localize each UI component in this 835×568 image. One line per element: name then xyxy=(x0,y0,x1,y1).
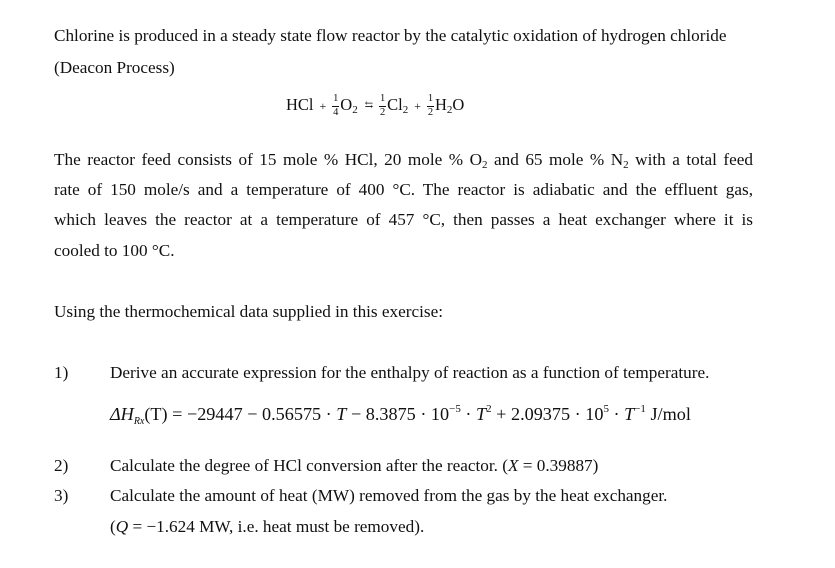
q1-number: 1) xyxy=(54,363,69,382)
q3-answer-open: ( xyxy=(110,517,116,536)
eq-h-symbol: H xyxy=(434,95,447,114)
feed-o2-subscript: 2 xyxy=(481,159,488,171)
formula-exp-1: −5 xyxy=(449,403,461,415)
feed-text-a: The reactor feed consists of 15 mole % HCl, 20 mole % O xyxy=(54,150,482,169)
feed-line-2: rate of 150 mole/s and a temperature of 400 °C. The reactor is adiabatic and the effluent gas, xyxy=(54,180,753,199)
using-statement: Using the thermochemical data supplied in this exercise: xyxy=(54,302,443,321)
formula-part-5: · xyxy=(608,404,625,424)
q2-text-a: Calculate the degree of HCl conversion after the reactor. ( xyxy=(110,456,508,475)
q2-text-b: = 0.39887) xyxy=(518,456,599,475)
eq-plus-1: + xyxy=(319,98,327,113)
eq-cl-subscript: 2 xyxy=(402,104,409,116)
eq-oxygen xyxy=(340,95,357,115)
eq-frac1-den: 4 xyxy=(333,106,339,118)
eq-frac2-den: 2 xyxy=(379,106,386,118)
q3-var: Q xyxy=(115,517,129,536)
formula-rx-subscript: Rx xyxy=(133,416,145,427)
eq-fraction-3 xyxy=(427,94,434,118)
eq-frac2-num: 1 xyxy=(379,93,386,104)
formula-part-4: + 2.09375 · 10 xyxy=(491,404,604,424)
formula-delta-h: ΔH xyxy=(110,404,134,424)
formula-t-3: T xyxy=(624,404,635,424)
feed-text-c: with a total feed xyxy=(628,150,753,169)
formula-exp-2: 2 xyxy=(486,403,492,415)
q2-var: X xyxy=(508,456,519,475)
eq-chlorine xyxy=(387,95,408,115)
eq-plus-2: + xyxy=(414,98,421,113)
formula-exp-4: −1 xyxy=(634,403,646,415)
q1-text: Derive an accurate expression for the enthalpy of reaction as a function of temperature. xyxy=(110,363,710,382)
eq-water xyxy=(435,95,464,115)
q3-answer xyxy=(110,517,424,537)
formula-t-1: T xyxy=(336,404,347,424)
q2-number: 2) xyxy=(54,456,69,475)
eq-hcl: HCl xyxy=(286,95,314,114)
intro-line-1: Chlorine is produced in a steady state flow reactor by the catalytic oxidation of hydrogen chloride xyxy=(54,26,727,45)
formula-exp-3: 5 xyxy=(603,403,609,415)
equilibrium-arrows-icon: ⇆ xyxy=(364,99,373,111)
eq-h-subscript: 2 xyxy=(446,104,453,116)
formula-t-2: T xyxy=(476,404,487,424)
eq-fraction-1 xyxy=(332,94,339,118)
eq-cl-symbol: Cl xyxy=(387,95,403,114)
formula-part-2: − 8.3875 · 10 xyxy=(346,404,450,424)
q2-text xyxy=(110,456,598,476)
feed-line-1 xyxy=(54,150,753,170)
formula-arg: (T) xyxy=(144,404,168,424)
feed-text-b: and 65 mole % N xyxy=(487,150,624,169)
feed-line-4: cooled to 100 °C. xyxy=(54,241,175,260)
formula-part-3: · xyxy=(460,404,476,424)
q3-text: Calculate the amount of heat (MW) removed from the gas by the heat exchanger. xyxy=(110,486,668,505)
reaction-equation xyxy=(286,88,464,122)
eq-o-symbol: O xyxy=(340,95,353,114)
enthalpy-formula xyxy=(110,404,691,425)
intro-line-2: (Deacon Process) xyxy=(54,58,175,77)
eq-o-subscript: 2 xyxy=(352,104,358,116)
eq-fraction-2 xyxy=(379,94,386,118)
eq-frac3-den: 2 xyxy=(427,106,434,118)
eq-water-o-symbol: O xyxy=(452,95,465,114)
formula-part-1: = −29447 − 0.56575 · xyxy=(167,404,337,424)
formula-unit: J/mol xyxy=(645,404,691,424)
eq-frac1-num: 1 xyxy=(333,93,339,104)
q3-answer-text: = −1.624 MW, i.e. heat must be removed). xyxy=(128,517,425,536)
feed-n2-subscript: 2 xyxy=(623,159,629,171)
feed-line-3: which leaves the reactor at a temperature of 457 °C, then passes a heat exchanger where it is xyxy=(54,210,753,229)
q3-number: 3) xyxy=(54,486,69,505)
eq-frac3-num: 1 xyxy=(427,93,434,104)
